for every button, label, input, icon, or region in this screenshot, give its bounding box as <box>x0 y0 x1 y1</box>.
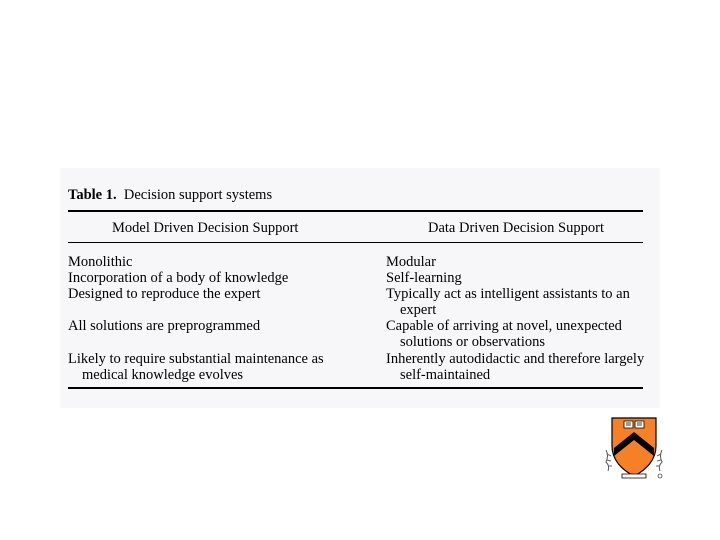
cell-line: Modular <box>386 254 436 270</box>
table-cell-right <box>386 286 630 318</box>
table-cell-right <box>386 270 462 286</box>
cell-line: Inherently autodidactic and therefore largely <box>386 351 645 367</box>
table-cell-right <box>386 351 644 383</box>
table-cell-right <box>386 254 436 270</box>
cell-line: Likely to require substantial maintenance as <box>68 351 324 367</box>
decision-support-table <box>60 168 660 408</box>
cell-line: Self-learning <box>386 270 462 286</box>
header-data-driven: Data Driven Decision Support <box>428 220 604 236</box>
top-rule <box>68 210 643 212</box>
table-cell-left <box>68 351 324 383</box>
table-cell-left <box>68 270 288 286</box>
table-caption-label: Table 1. <box>68 187 117 203</box>
table-cell-left <box>68 286 260 302</box>
table-cell-right <box>386 318 622 350</box>
table-cell-left <box>68 254 132 270</box>
princeton-shield-icon <box>604 414 664 480</box>
cell-line: Incorporation of a body of knowledge <box>68 270 289 286</box>
cell-line: Monolithic <box>68 254 133 270</box>
cell-line: Typically act as intelligent assistants to an <box>386 286 630 302</box>
cell-line-continued: medical knowledge evolves <box>82 367 244 383</box>
table-caption <box>68 186 272 204</box>
header-rule <box>68 242 643 243</box>
cell-line-continued: self-maintained <box>400 367 491 383</box>
table-cell-left <box>68 318 260 334</box>
cell-line-continued: expert <box>400 302 437 318</box>
cell-line: Capable of arriving at novel, unexpected <box>386 318 622 334</box>
cell-line-continued: solutions or observations <box>400 334 545 350</box>
cell-line: All solutions are preprogrammed <box>68 318 261 334</box>
cell-line: Designed to reproduce the expert <box>68 286 261 302</box>
header-model-driven: Model Driven Decision Support <box>112 220 299 236</box>
table-caption-text: Decision support systems <box>123 187 273 203</box>
bottom-rule <box>68 387 643 389</box>
